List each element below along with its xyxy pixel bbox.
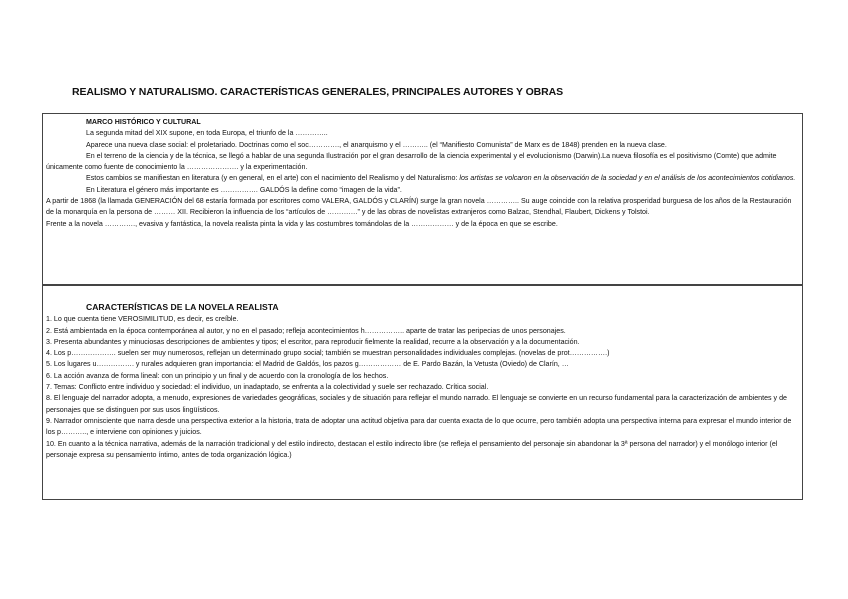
list-item: 5. Los lugares u……………. y rurales adquieren gran importancia: el Madrid de Galdós, los pazos g……………… de E. Pardo Bazán, la Vetusta (Oviedo) de Clarín, …: [46, 360, 569, 369]
paragraph-7: Frente a la novela …………., evasiva y fantástica, la novela realista pinta la vida y las costumbres tomándolas de la ……………… y de la época en que se escribe.: [46, 219, 558, 228]
characteristics-box: [42, 285, 803, 500]
list-item: 8. El lenguaje del narrador adopta, a menudo, expresiones de variedades geográficas, sociales y de situación para reflejar el mundo narrado. El lenguaje se convierte en un recurso fundamental para la caracterización de ambientes y de personajes que se distinguen por sus usos lingüísticos.: [46, 394, 787, 414]
paragraph-6: A partir de 1868 (la llamada GENERACIÓN del 68 estaría formada por escritores como VALERA, GALDÓS y CLARÍN) surge la gran novela ………….. Su auge coincide con la relativa prosperidad burguesa de los años de la Restauración de la monarquía en la persona de ……… XII. Recibieron la influencia de los “artículos de ………….” y de las obras de novelistas extranjeros como Balzac, Stendhal, Flaubert, Dickens y Tolstoi.: [46, 197, 792, 217]
list-item: 9. Narrador omnisciente que narra desde una perspectiva exterior a la historia, trata de adoptar una actitud objetiva para dar cuenta exacta de lo que ocurre, pero también adopta una perspectiva interna para expresar el mundo interior de los p……….., e interviene con opiniones y juicios.: [46, 416, 792, 437]
paragraph-4-italic: los artistas se volcaron en la observación de la sociedad y en el análisis de los acontecimientos cotidianos.: [459, 174, 796, 183]
list-item: 2. Está ambientada en la época contemporánea al autor, y no en el pasado; refleja acontecimientos h…………….. aparte de tratar las peripecias de unos personajes.: [46, 326, 566, 335]
section-heading-historical: MARCO HISTÓRICO Y CULTURAL: [86, 118, 201, 126]
historical-context-box: [42, 113, 803, 285]
paragraph-2: Aparece una nueva clase social: el proletariado. Doctrinas como el soc…………., el anarquismo y el ……….. (el “Manifiesto Comunista” de Marx es de 1848) prenden en la nueva clase.: [86, 140, 667, 149]
list-item: 4. Los p………………. suelen ser muy numerosos, reflejan un determinado grupo social; también se muestran personalidades individuales complejas. (novelas de prot…………….): [46, 349, 610, 358]
list-item: 7. Temas: Conflicto entre individuo y sociedad: el individuo, un inadaptado, se enfrenta a la colectividad y suele ser rechazado. Crítica social.: [46, 383, 489, 392]
list-item: 6. La acción avanza de forma lineal: con un principio y un final y de acuerdo con la cronología de los hechos.: [46, 371, 389, 380]
list-item: 3. Presenta abundantes y minuciosas descripciones de ambientes y tipos; el escritor, para reproducir fielmente la realidad, recurre a la observación y a la documentación.: [46, 337, 580, 346]
section-heading-characteristics: CARACTERÍSTICAS DE LA NOVELA REALISTA: [86, 302, 279, 312]
paragraph-3: En el terreno de la ciencia y de la técnica, se llegó a hablar de una segunda Ilustración por el gran desarrollo de la ciencia experimental y el evolucionismo (Darwin).La nueva filosofía es el positivismo (Comte) que admite únicamente como fuente de conocimiento la …………………. y la experimentación.: [46, 151, 777, 172]
paragraph-4-text: Estos cambios se manifiestan en literatura (y en general, en el arte) con el nacimiento del Realismo y del Naturalismo:: [86, 174, 460, 183]
list-item: 10. En cuanto a la técnica narrativa, además de la narración tradicional y del estilo indirecto, destacan el estilo indirecto libre (se refleja el pensamiento del personaje sin abandonar la 3ª persona del narrador) y el monólogo interior (el personaje expresa su pensamiento íntimo, antes de toda organización lógica.): [46, 439, 778, 459]
page-title: REALISMO Y NATURALISMO. CARACTERÍSTICAS GENERALES, PRINCIPALES AUTORES Y OBRAS: [72, 86, 564, 98]
list-item: 1. Lo que cuenta tiene VEROSIMILITUD, es decir, es creíble.: [46, 315, 239, 324]
paragraph-4: [46, 173, 798, 184]
paragraph-1: La segunda mitad del XIX supone, en toda Europa, el triunfo de la …………..: [86, 129, 328, 138]
paragraph-5: En Literatura el género más importante es ……………. GALDÓS la define como “imagen de la vida”.: [86, 185, 402, 194]
